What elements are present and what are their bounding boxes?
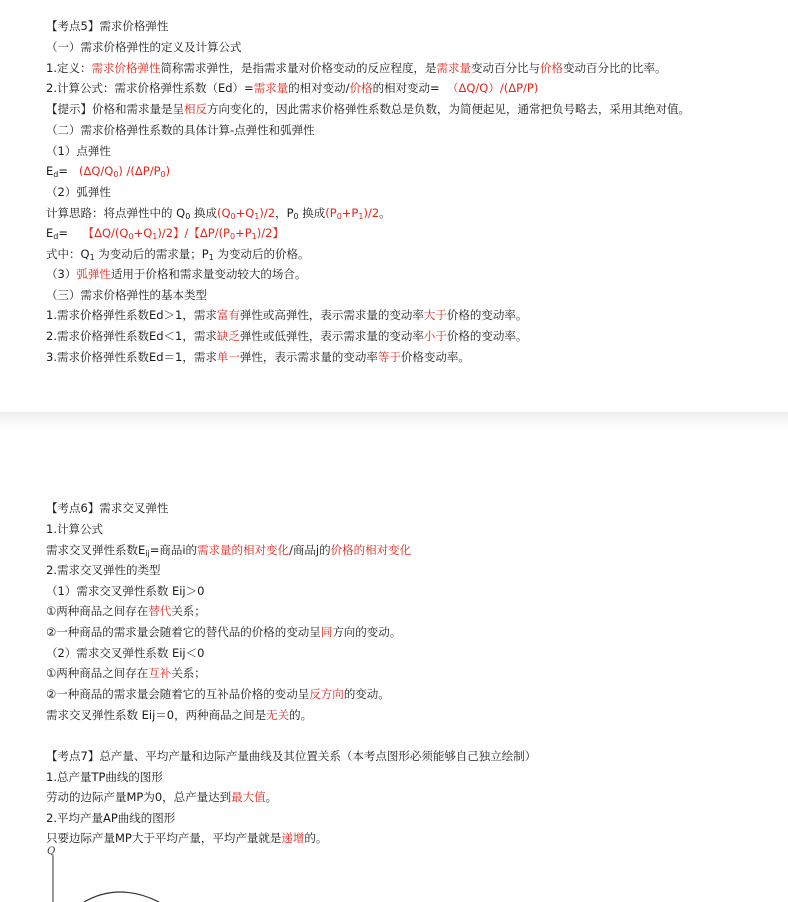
complement-direction: ②一种商品的需求量会随着它的互补品价格的变动呈反方向的变动。 [46,687,390,701]
substitute-direction: ②一种商品的需求量会随着它的替代品的价格的变动呈同方向的变动。 [46,625,402,639]
ap-note: 只要边际产量MP大于平均产量，平均产量就是递增的。 [46,831,328,845]
cross-elasticity-types-heading: 2.需求交叉弹性的类型 [46,563,161,577]
arc-elasticity-note: （3）弧弹性适用于价格和需求量变动较大的场合。 [46,267,307,281]
ap-curve-heading: 2.平均产量AP曲线的图形 [46,811,176,825]
section-title: 【考点5】需求价格弹性 [46,19,169,33]
substitute-relation: ①两种商品之间存在替代关系； [46,604,206,618]
elasticity-type-2: 2.需求价格弹性系数Ed＜1，需求缺乏弹性或低弹性，表示需求量的变动率小于价格的变动率。 [46,329,528,343]
exam-point-5-section [0,0,788,412]
formula-line: 2.计算公式：需求价格弹性系数（Ed）=需求量的相对变动/价格的相对变动= （ΔQ/Q）/(ΔP/P) [46,81,539,95]
arc-idea-line: 计算思路：将点弹性中的 $Q_0$ 换成$(Q_0+Q_1)/2$，$P_0$ 换成$(P_0+P_1)/2$。 [46,206,391,221]
subheading-calculation: （二）需求价格弹性系数的具体计算-点弹性和弧弹性 [46,123,315,137]
section-title-7: 【考点7】总产量、平均产量和边际产量曲线及其位置关系（本考点图形必须能够自己独立绘制） [46,749,537,763]
definition-line: 1.定义：需求价格弹性简称需求弹性，是指需求量对价格变动的反应程度，是需求量变动百分比与价格变动百分比的比率。 [46,61,667,75]
elasticity-type-3: 3.需求价格弹性系数Ed＝1，需求单一弹性，表示需求量的变动率等于价格变动率。 [46,350,470,364]
section-title: 【考点6】需求交叉弹性 [46,501,169,515]
elasticity-type-1: 1.需求价格弹性系数Ed＞1，需求富有弹性或高弹性，表示需求量的变动率大于价格的变动率。 [46,308,528,322]
curve-top [84,892,159,902]
subheading-types: （三）需求价格弹性的基本类型 [46,288,207,302]
cross-elasticity-formula: 需求交叉弹性系数$E_{ij}=$商品i的需求量的相对变化/商品j的价格的相对变化 [46,543,412,558]
arc-elasticity-formula: $E_d=$ 【$\Delta Q/(Q_0+Q_1)/2$】/【$\Delta P/(P_0+P_1)/2$】 [46,226,284,241]
page-divider [0,412,788,430]
type-positive: （1）需求交叉弹性系数 Eij＞0 [46,584,205,598]
calc-formula-heading: 1.计算公式 [46,522,103,536]
point-elasticity-heading: （1）点弹性 [46,144,111,158]
tp-note: 劳动的边际产量MP为0，总产量达到最大值。 [46,790,278,804]
exam-point-6-7-section [0,430,788,902]
type-negative: （2）需求交叉弹性系数 Eij＜0 [46,646,205,660]
type-zero: 需求交叉弹性系数 Eij＝0，两种商品之间是无关的。 [46,708,313,722]
point-elasticity-formula: $E_d=$ $(\Delta Q/Q_0)$ $/(\Delta P/P_0)$ [46,164,171,179]
y-axis-label: Q [47,846,56,857]
tp-curve-heading: 1.总产量TP曲线的图形 [46,770,163,784]
ap-curve-graph-partial [44,842,164,902]
subheading-definition: （一）需求价格弹性的定义及计算公式 [46,40,242,54]
tip-line: 【提示】价格和需求量是呈相反方向变化的，因此需求价格弹性系数总是负数，为简便起见，通常把负号略去，采用其绝对值。 [46,102,690,116]
arc-elasticity-heading: （2）弧弹性 [46,185,111,199]
formula-legend: 式中：$Q_1$ 为变动后的需求量；$P_1$ 为变动后的价格。 [46,247,310,262]
complement-relation: ①两种商品之间存在互补关系； [46,666,206,680]
